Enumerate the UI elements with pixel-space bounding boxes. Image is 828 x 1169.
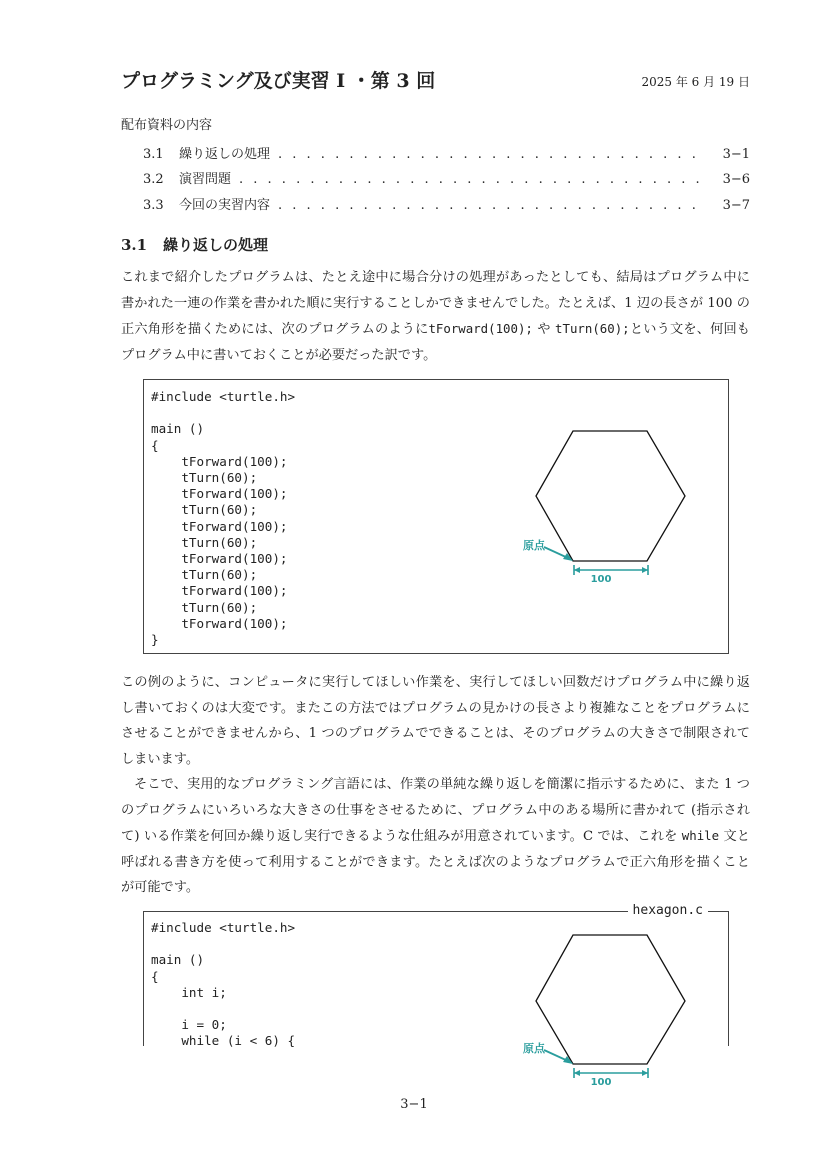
toc-item[interactable]: [143, 168, 750, 186]
code-text: #include <turtle.h> main () { int i; i = 0; while (i < 6) {: [151, 920, 296, 1049]
paragraph-text: これまで紹介したプログラムは、たとえ途中に場合分けの処理があったとしても、結局はプログラム中に書かれた一連の作業を書かれた順に実行することしかできませんでした。たとえば、1 辺の長さが 100 の正六角形を描くためには、次のプログラムのように: [121, 270, 750, 338]
origin-arrow: [544, 1050, 568, 1061]
code-text: #include <turtle.h> main () { tForward(100); tTurn(60); tForward(100); tTurn(60); tForward(100); tTurn(60); tForward(100); tTurn(60); tForward(100); tTurn(60); tForward(100); }: [151, 389, 296, 648]
inline-code: while: [681, 828, 720, 844]
origin-label: 原点: [523, 539, 545, 552]
hexagon-shape: [536, 431, 685, 561]
page-title: プログラミング及び実習 I ・第 3 回: [121, 70, 436, 92]
length-label: 100: [590, 574, 612, 585]
toc-item-label: 今回の実習内容: [179, 198, 271, 213]
origin-label: 原点: [523, 1042, 545, 1055]
section-number: 3.1: [121, 236, 148, 254]
toc-item-number: 3.1: [143, 147, 164, 162]
toc-item[interactable]: [143, 143, 750, 161]
toc-heading: 配布資料の内容: [121, 118, 213, 133]
paragraph-intro: [121, 265, 750, 368]
paragraph-text: や: [532, 322, 556, 338]
toc-item-page: 3−7: [722, 198, 750, 213]
toc-leader: [239, 172, 706, 187]
dimension-arrow-left: [574, 1070, 580, 1076]
code-listing: [143, 379, 729, 654]
paragraph-text: という文を、何回もプログラム中に書いておくことが必要だった訳です。: [121, 322, 750, 363]
hexagon-figure: [514, 923, 714, 1103]
arrow-head: [563, 1056, 573, 1064]
date: 2025 年 6 月 19 日: [641, 75, 750, 89]
paragraph-body: [121, 772, 750, 901]
paragraph-text: そこで、実用的なプログラミング言語には、作業の単純な繰り返しを簡潔に指示するために、また 1 つのプログラムにいろいろな大きさの仕事をさせるために、プログラム中のある場所に書かれて (指示されて) いる作業を何回か繰り返し実行できるような仕組みが用意されています。C では、これを: [121, 777, 750, 845]
dimension-arrow-right: [642, 567, 648, 573]
toc-item-page: 3−1: [722, 147, 750, 162]
toc-item[interactable]: [143, 194, 750, 212]
toc-leader: [278, 198, 706, 213]
inline-code: tForward(100);: [428, 321, 533, 337]
filename-label: hexagon.c: [628, 903, 708, 918]
length-label: 100: [590, 1077, 612, 1088]
toc-item-number: 3.3: [143, 198, 164, 213]
toc-item-label: 繰り返しの処理: [179, 147, 271, 162]
inline-code: tTurn(60);: [555, 321, 630, 337]
origin-arrow: [544, 547, 568, 558]
hexagon-shape: [536, 935, 685, 1064]
page-number: 3−1: [400, 1097, 428, 1112]
dimension-arrow-left: [574, 567, 580, 573]
section-title: 繰り返しの処理: [163, 236, 269, 254]
toc-item-label: 演習問題: [179, 172, 232, 187]
toc-leader: [278, 147, 706, 162]
dimension-arrow-right: [642, 1070, 648, 1076]
toc-item-number: 3.2: [143, 172, 164, 187]
hexagon-figure: [514, 420, 714, 590]
paragraph-body: この例のように、コンピュータに実行してほしい作業を、実行してほしい回数だけプログラム中に繰り返し書いておくのは大変です。またこの方法ではプログラムの見かけの長さより複雑なことをプログラムにさせることができませんから、1 つのプログラムでできることは、そのプログラムの大きさで制限されてしまいます。: [121, 675, 750, 767]
toc-item-page: 3−6: [722, 172, 750, 187]
paragraph-text: 文と呼ばれる書き方を使って利用することができます。たとえば次のようなプログラムで正六角形を描くことが可能です。: [121, 829, 750, 896]
section-heading: [121, 234, 268, 255]
code-listing-hexagon: [143, 903, 729, 1088]
arrow-head: [563, 553, 573, 561]
